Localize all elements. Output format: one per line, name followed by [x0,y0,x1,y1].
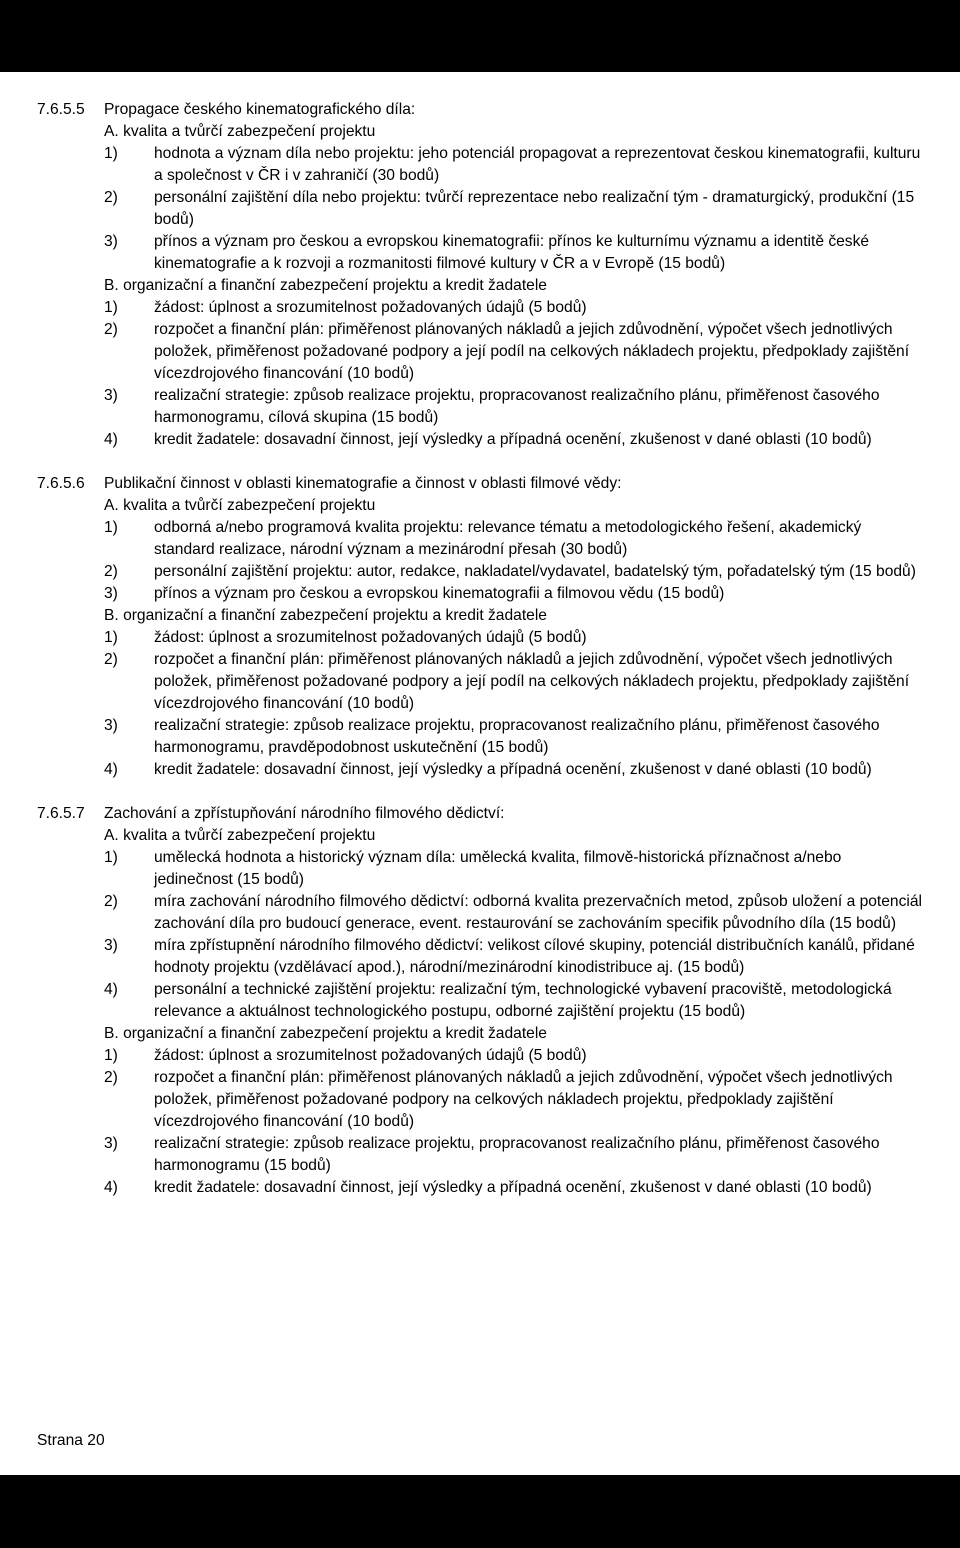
item-number: 4) [104,1179,118,1196]
item-number: 1) [104,299,118,316]
criteria-group-a [37,825,923,1023]
criterion-item [104,385,923,429]
item-text: míra zachování národního filmového dědictví: odborná kvalita prezervačních metod, způsob uložení a potenciál zachování díla pro budoucí generace, event. restaurování se zachováním specifik původního díla (15 bodů) [154,893,923,932]
item-number: 2) [104,1069,118,1086]
section-title: Propagace českého kinematografického díla: [104,101,416,118]
section-title: Zachování a zpřístupňování národního filmového dědictví: [104,805,505,822]
criteria-group-b [37,605,923,781]
criterion-item [104,561,923,583]
section-7-6-5-7 [37,803,923,1199]
criterion-item [104,187,923,231]
item-number: 1) [104,145,118,162]
criterion-item [104,1067,923,1133]
item-text: rozpočet a finanční plán: přiměřenost plánovaných nákladů a jejich zdůvodnění, výpočet všech jednotlivých položek, přiměřenost požadované podpory a její podíl na celkových nákladech projektu, předpoklady zajištění vícezdrojového financování (10 bodů) [154,651,910,712]
criterion-item [104,979,923,1023]
item-text: míra zpřístupnění národního filmového dědictví: velikost cílové skupiny, potenciál distribučních kanálů, přidané hodnoty projektu (vzdělávací apod.), národní/mezinárodní kinodistribuce aj. (15 bodů) [154,937,915,976]
criterion-item [104,319,923,385]
item-number: 1) [104,519,118,536]
criterion-item [104,891,923,935]
criteria-group-b [37,1023,923,1199]
criterion-item [104,759,923,781]
criterion-item [104,649,923,715]
item-number: 1) [104,849,118,866]
section-number: 7.6.5.5 [37,101,85,118]
group-heading: B. organizační a finanční zabezpečení projektu a kredit žadatele [104,1025,547,1042]
section-7-6-5-5 [37,99,923,451]
section-7-6-5-6 [37,473,923,781]
criteria-group-a [37,495,923,605]
criterion-item [104,583,923,605]
item-number: 3) [104,1135,118,1152]
item-text: personální zajištění projektu: autor, redakce, nakladatel/vydavatel, badatelský tým, pořadatelský tým (15 bodů) [154,563,916,580]
item-number: 3) [104,585,118,602]
section-number: 7.6.5.6 [37,475,85,492]
criterion-item [104,1177,923,1199]
page-footer: Strana 20 [37,1432,105,1449]
criterion-item [104,847,923,891]
criterion-item [104,297,923,319]
item-text: odborná a/nebo programová kvalita projektu: relevance tématu a metodologického řešení, akademický standard realizace, národní význam a mezinárodní přesah (30 bodů) [154,519,862,558]
criterion-item [104,517,923,561]
item-text: přínos a význam pro českou a evropskou kinematografii: přínos ke kulturnímu významu a identitě české kinematografie a k rozvoji a rozmanitosti filmové kultury v ČR a v Evropě (15 bodů) [154,233,870,272]
group-heading: A. kvalita a tvůrčí zabezpečení projektu [104,827,376,844]
document-body [37,99,923,1221]
section-number: 7.6.5.7 [37,805,85,822]
item-text: žádost: úplnost a srozumitelnost požadovaných údajů (5 bodů) [154,1047,587,1064]
criteria-group-a [37,121,923,275]
item-number: 2) [104,563,118,580]
item-number: 4) [104,431,118,448]
bottom-black-bar [0,1475,960,1548]
section-title: Publikační činnost v oblasti kinematografie a činnost v oblasti filmové vědy: [104,475,622,492]
item-text: žádost: úplnost a srozumitelnost požadovaných údajů (5 bodů) [154,299,587,316]
section-heading [37,473,923,495]
criterion-item [104,429,923,451]
item-number: 3) [104,937,118,954]
item-text: kredit žadatele: dosavadní činnost, její výsledky a případná ocenění, zkušenost v dané oblasti (10 bodů) [154,761,872,778]
item-text: rozpočet a finanční plán: přiměřenost plánovaných nákladů a jejich zdůvodnění, výpočet všech jednotlivých položek, přiměřenost požadované podpory na celkových nákladech projektu, předpoklady zajištění vícezdrojového financování (10 bodů) [154,1069,893,1130]
criterion-item [104,715,923,759]
group-heading: A. kvalita a tvůrčí zabezpečení projektu [104,497,376,514]
item-number: 3) [104,387,118,404]
item-text: hodnota a význam díla nebo projektu: jeho potenciál propagovat a reprezentovat českou kinematografii, kulturu a společnost v ČR i v zahraničí (30 bodů) [154,145,921,184]
item-number: 2) [104,651,118,668]
group-heading: B. organizační a finanční zabezpečení projektu a kredit žadatele [104,607,547,624]
item-number: 2) [104,321,118,338]
item-text: realizační strategie: způsob realizace projektu, propracovanost realizačního plánu, přiměřenost časového harmonogramu, cílová skupina (15 bodů) [154,387,880,426]
criterion-item [104,627,923,649]
item-text: přínos a význam pro českou a evropskou kinematografii a filmovou vědu (15 bodů) [154,585,725,602]
group-heading: B. organizační a finanční zabezpečení projektu a kredit žadatele [104,277,547,294]
item-number: 3) [104,233,118,250]
item-text: rozpočet a finanční plán: přiměřenost plánovaných nákladů a jejich zdůvodnění, výpočet všech jednotlivých položek, přiměřenost požadované podpory a její podíl na celkových nákladech projektu, předpoklady zajištění vícezdrojového financování (10 bodů) [154,321,910,382]
item-text: žádost: úplnost a srozumitelnost požadovaných údajů (5 bodů) [154,629,587,646]
criterion-item [104,1045,923,1067]
item-text: personální a technické zajištění projektu: realizační tým, technologické vybavení pracoviště, metodologická relevance a aktuálnost technologického postupu, odborné zajištění projektu (15 bodů) [154,981,892,1020]
item-number: 4) [104,981,118,998]
item-number: 4) [104,761,118,778]
criterion-item [104,935,923,979]
item-text: personální zajištění díla nebo projektu: tvůrčí reprezentace nebo realizační tým - dramaturgický, produkční (15 bodů) [154,189,915,228]
item-text: umělecká hodnota a historický význam díla: umělecká kvalita, filmově-historická příznačnost a/nebo jedinečnost (15 bodů) [154,849,842,888]
group-heading: A. kvalita a tvůrčí zabezpečení projektu [104,123,376,140]
criterion-item [104,231,923,275]
section-heading [37,803,923,825]
item-number: 1) [104,1047,118,1064]
criterion-item [104,143,923,187]
top-black-bar [0,0,960,72]
criterion-item [104,1133,923,1177]
item-text: kredit žadatele: dosavadní činnost, její výsledky a případná ocenění, zkušenost v dané oblasti (10 bodů) [154,1179,872,1196]
item-text: realizační strategie: způsob realizace projektu, propracovanost realizačního plánu, přiměřenost časového harmonogramu (15 bodů) [154,1135,880,1174]
item-number: 3) [104,717,118,734]
item-number: 2) [104,189,118,206]
item-text: realizační strategie: způsob realizace projektu, propracovanost realizačního plánu, přiměřenost časového harmonogramu, pravděpodobnost uskutečnění (15 bodů) [154,717,880,756]
item-text: kredit žadatele: dosavadní činnost, její výsledky a případná ocenění, zkušenost v dané oblasti (10 bodů) [154,431,872,448]
section-heading [37,99,923,121]
item-number: 1) [104,629,118,646]
criteria-group-b [37,275,923,451]
item-number: 2) [104,893,118,910]
